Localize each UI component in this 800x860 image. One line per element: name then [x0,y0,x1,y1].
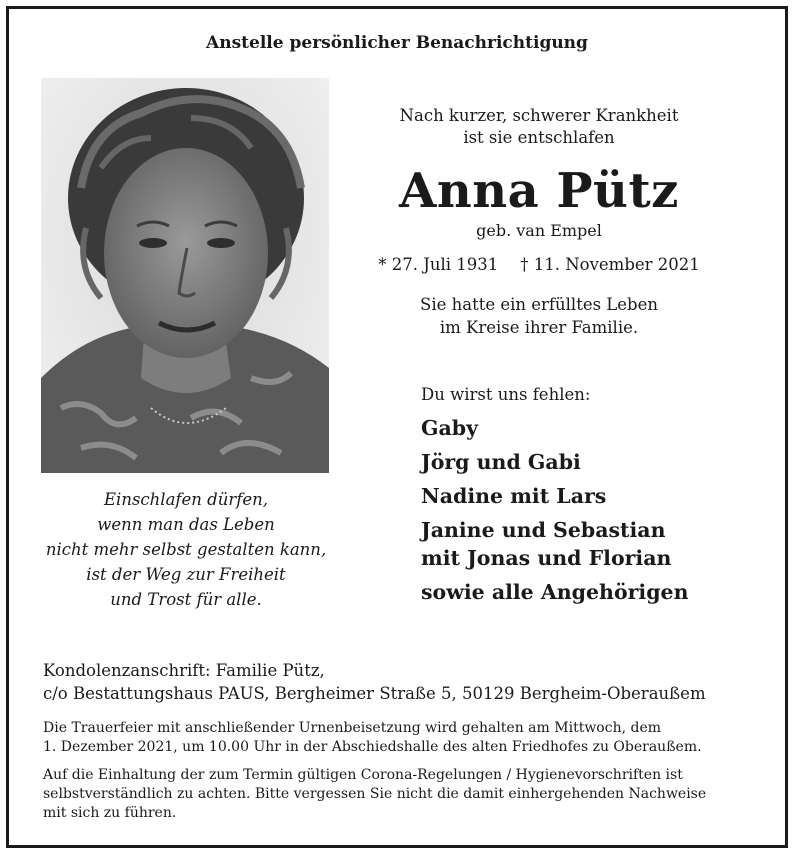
ceremony-notice [43,719,783,757]
life-dates [349,255,729,275]
lead-line: ist sie entschlafen [463,128,615,147]
quote-line: nicht mehr selbst gestalten kann, [45,540,327,559]
life-line: im Kreise ihrer Familie. [439,318,639,337]
miss-you-text: Du wirst uns fehlen: [421,385,591,404]
quote [39,487,333,612]
birth-date: * 27. Juli 1931 [378,255,499,274]
mourner-name: sowie alle Angehörigen [421,580,689,604]
mourner-name: Jörg und Gabi [421,450,581,474]
condolence-address [43,659,783,705]
ceremony-line: Die Trauerfeier mit anschließender Urnenbeisetzung wird gehalten am Mittwoch, dem [43,720,662,736]
mourner-name: Gaby [421,416,479,440]
ceremony-line: 1. Dezember 2021, um 10.00 Uhr in der Abschiedshalle des alten Friedhofes zu Oberaußem. [43,739,702,755]
deceased-name: Anna Pütz [399,163,679,219]
quote-line: und Trost für alle. [110,590,262,609]
header-notice: Anstelle persönlicher Benachrichtigung [206,33,588,53]
lead-line: Nach kurzer, schwerer Krankheit [399,106,679,125]
life-text [349,293,729,339]
quote-line: wenn man das Leben [97,515,275,534]
covid-notice [43,766,783,823]
quote-line: ist der Weg zur Freiheit [86,565,286,584]
mourner-name: Nadine mit Lars [421,484,607,508]
mourner-name: Janine und Sebastian [421,518,666,542]
announcement [349,105,729,339]
maiden-name: geb. van Empel [476,221,602,240]
address-line: Kondolenzanschrift: Familie Pütz, [43,661,325,680]
portrait-photo [41,78,329,473]
covid-line: mit sich zu führen. [43,805,177,821]
obituary-card [6,6,788,848]
covid-line: selbstverständlich zu achten. Bitte vergessen Sie nicht die damit einhergehenden Nachweise [43,786,707,802]
family-list [421,414,781,606]
covid-line: Auf die Einhaltung der zum Termin gültigen Corona-Regelungen / Hygienevorschriften ist [43,767,683,783]
quote-line: Einschlafen dürfen, [104,490,268,509]
address-line: c/o Bestattungshaus PAUS, Bergheimer Straße 5, 50129 Bergheim-Oberaußem [43,684,706,703]
death-date: † 11. November 2021 [520,255,700,274]
life-line: Sie hatte ein erfülltes Leben [420,295,658,314]
mourner-name: mit Jonas und Florian [421,546,672,570]
lead-text [349,105,729,149]
mourners [421,384,781,612]
footer-info [43,659,783,823]
